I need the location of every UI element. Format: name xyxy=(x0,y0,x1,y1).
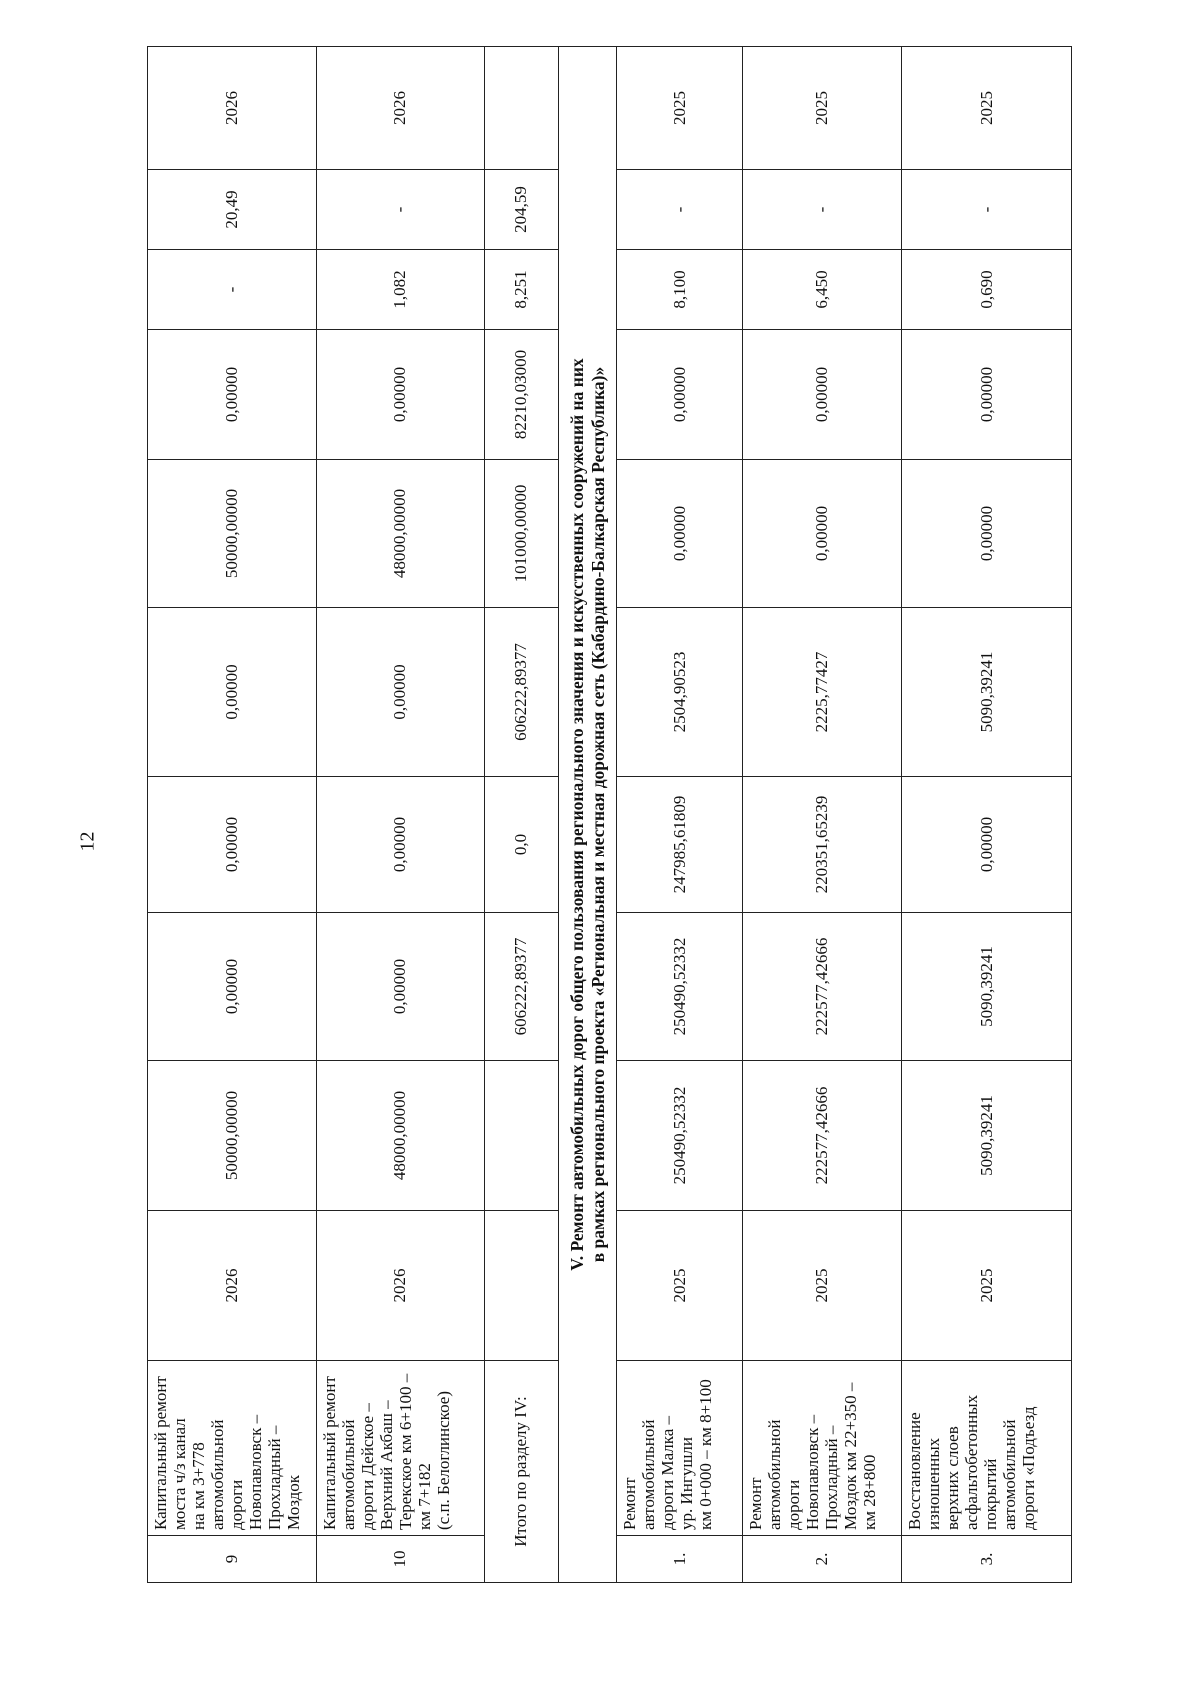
start-year: 2025 xyxy=(902,1211,1072,1361)
end-year: 2026 xyxy=(148,47,317,170)
value-cell: 50000,00000 xyxy=(148,460,317,608)
row-number: 3. xyxy=(902,1536,1072,1583)
value-cell: 48000,00000 xyxy=(316,460,484,608)
length-km: - xyxy=(148,250,317,330)
length-km: 8,100 xyxy=(617,250,742,330)
value-cell: 2504,90523 xyxy=(617,608,742,777)
total-cost: 5090,39241 xyxy=(902,1061,1072,1211)
value-cell: 5090,39241 xyxy=(902,913,1072,1061)
total-value: 606222,89377 xyxy=(484,913,558,1061)
value-cell: 0,00000 xyxy=(148,913,317,1061)
object-name: Капитальный ремонт моста ч/з канал на км 3+778 автомобильной дороги Новопавловск – Прохладный – Моздок xyxy=(148,1361,317,1536)
total-label: Итого по разделу IV: xyxy=(484,1361,558,1583)
total-cost: 222577,42666 xyxy=(742,1061,901,1211)
total-value: 606222,89377 xyxy=(484,608,558,777)
value-cell: 0,00000 xyxy=(742,330,901,460)
value-cell: 0,00000 xyxy=(742,460,901,608)
value-cell: 0,00000 xyxy=(316,777,484,913)
value-cell: 0,00000 xyxy=(902,460,1072,608)
table-row xyxy=(742,47,901,1583)
value-cell: 247985,61809 xyxy=(617,777,742,913)
table-row xyxy=(902,47,1072,1583)
end-year: 2026 xyxy=(316,47,484,170)
value-cell: 0,00000 xyxy=(148,608,317,777)
end-year: 2025 xyxy=(902,47,1072,170)
start-year: 2025 xyxy=(617,1211,742,1361)
road-repair-table xyxy=(147,46,1072,1583)
value-cell: 0,00000 xyxy=(617,330,742,460)
length-m: - xyxy=(316,170,484,250)
row-number: 2. xyxy=(742,1536,901,1583)
empty-cell xyxy=(484,1061,558,1211)
total-value: 101000,00000 xyxy=(484,460,558,608)
start-year: 2026 xyxy=(316,1211,484,1361)
value-cell: 222577,42666 xyxy=(742,913,901,1061)
length-km: 6,450 xyxy=(742,250,901,330)
value-cell: 2225,77427 xyxy=(742,608,901,777)
total-value: 0,0 xyxy=(484,777,558,913)
row-number: 1. xyxy=(617,1536,742,1583)
length-m: 20,49 xyxy=(148,170,317,250)
object-name: Ремонт автомобильной дороги Новопавловск – Прохладный – Моздок км 22+350 – км 28+800 xyxy=(742,1361,901,1536)
value-cell: 0,00000 xyxy=(316,608,484,777)
rotated-table-container xyxy=(147,47,1072,1583)
length-km: 0,690 xyxy=(902,250,1072,330)
page-number: 12 xyxy=(76,831,99,852)
section-heading: V. Ремонт автомобильных дорог общего пользования регионального значения и искусственных сооружений на них в рамках регионального проекта «Региональная и местная дорожная сеть (Кабардино-Балкарская Республика)» xyxy=(559,47,617,1583)
total-length-km: 8,251 xyxy=(484,250,558,330)
object-name: Капитальный ремонт автомобильной дороги Дейское – Верхний Акбаш – Терекское км 6+100 – км 7+182 (с.п. Белоглинское) xyxy=(316,1361,484,1536)
total-value: 82210,03000 xyxy=(484,330,558,460)
value-cell: 250490,52332 xyxy=(617,913,742,1061)
row-number: 10 xyxy=(316,1536,484,1583)
start-year: 2026 xyxy=(148,1211,317,1361)
value-cell: 0,00000 xyxy=(617,460,742,608)
table-row xyxy=(316,47,484,1583)
total-cost: 48000,00000 xyxy=(316,1061,484,1211)
value-cell: 220351,65239 xyxy=(742,777,901,913)
value-cell: 0,00000 xyxy=(148,330,317,460)
object-name: Восстановление изношенных верхних слоев асфальтобетонных покрытий автомобильной дороги «Подъезд xyxy=(902,1361,1072,1536)
table-row xyxy=(617,47,742,1583)
value-cell: 0,00000 xyxy=(316,913,484,1061)
length-m: - xyxy=(742,170,901,250)
value-cell: 0,00000 xyxy=(902,777,1072,913)
start-year: 2025 xyxy=(742,1211,901,1361)
value-cell: 0,00000 xyxy=(148,777,317,913)
value-cell: 0,00000 xyxy=(902,330,1072,460)
length-m: - xyxy=(902,170,1072,250)
object-name: Ремонт автомобильной дороги Малка – ур. Ингушли км 0+000 – км 8+100 xyxy=(617,1361,742,1536)
empty-cell xyxy=(484,47,558,170)
section-heading-row xyxy=(559,47,617,1583)
total-cost: 250490,52332 xyxy=(617,1061,742,1211)
table-row xyxy=(148,47,317,1583)
empty-cell xyxy=(484,1211,558,1361)
total-length-m: 204,59 xyxy=(484,170,558,250)
length-km: 1,082 xyxy=(316,250,484,330)
length-m: - xyxy=(617,170,742,250)
end-year: 2025 xyxy=(617,47,742,170)
value-cell: 5090,39241 xyxy=(902,608,1072,777)
total-cost: 50000,00000 xyxy=(148,1061,317,1211)
section-total-row xyxy=(484,47,558,1583)
value-cell: 0,00000 xyxy=(316,330,484,460)
end-year: 2025 xyxy=(742,47,901,170)
row-number: 9 xyxy=(148,1536,317,1583)
